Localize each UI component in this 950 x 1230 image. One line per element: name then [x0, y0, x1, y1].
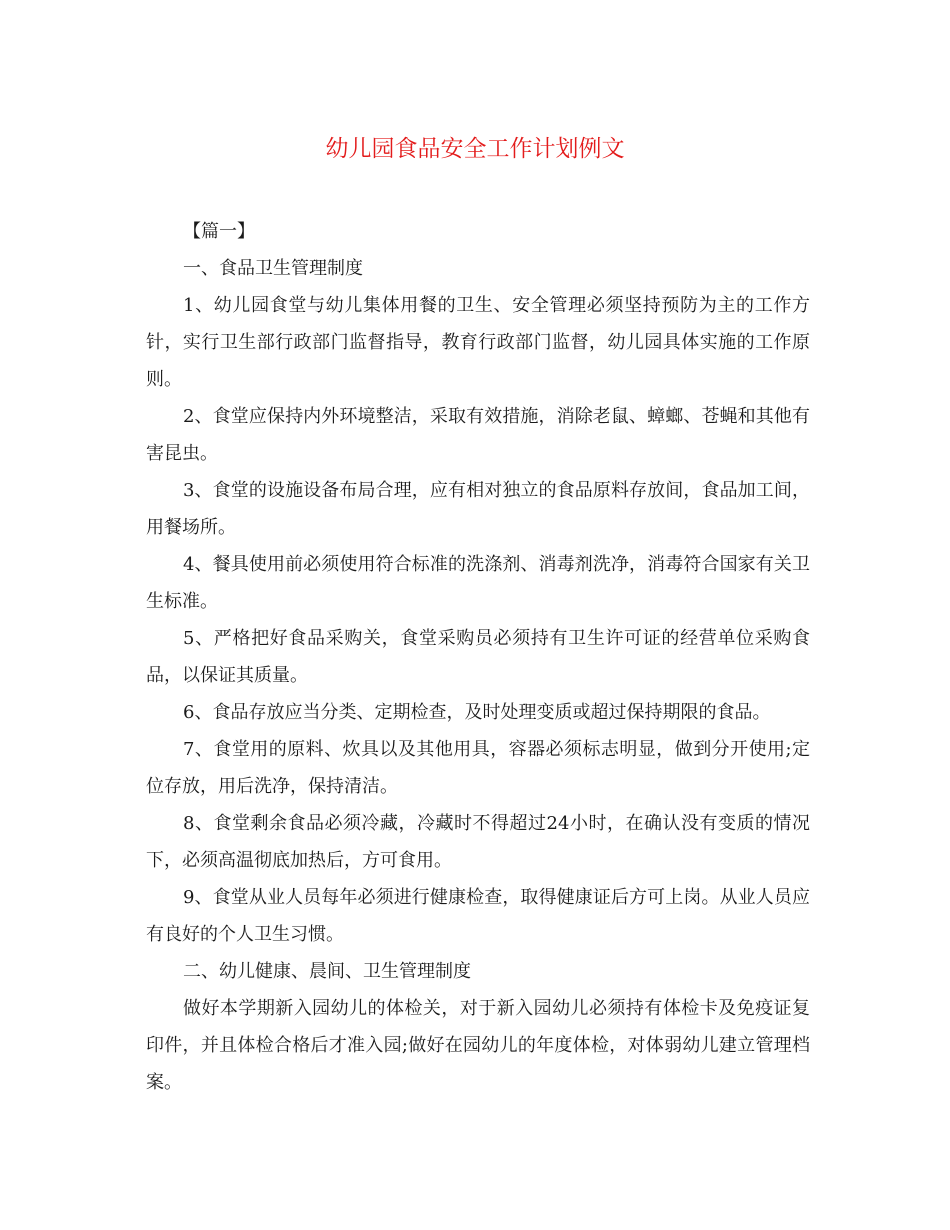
section-heading-food-hygiene: 一、食品卫生管理制度	[183, 258, 363, 279]
paragraph: 7、食堂用的原料、炊具以及其他用具，容器必须标志明显，做到分开使用;定位存放，用后洗净，保持清洁。	[146, 739, 810, 797]
paragraph: 4、餐具使用前必须使用符合标准的洗涤剂、消毒剂洗净，消毒符合国家有关卫生标准。	[146, 554, 810, 612]
document-title: 幼儿园食品安全工作计划例文	[325, 136, 625, 162]
paragraph: 6、食品存放应当分类、定期检查，及时处理变质或超过保持期限的食品。	[183, 702, 771, 723]
paragraph: 1、幼儿园食堂与幼儿集体用餐的卫生、安全管理必须坚持预防为主的工作方针，实行卫生部行政部门监督指导，教育行政部门监督，幼儿园具体实施的工作原则。	[146, 295, 810, 390]
document-body	[146, 213, 810, 1101]
paragraph: 9、食堂从业人员每年必须进行健康检查，取得健康证后方可上岗。从业人员应有良好的个人卫生习惯。	[146, 887, 810, 945]
paragraph: 做好本学期新入园幼儿的体检关，对于新入园幼儿必须持有体检卡及免疫证复印件，并且体检合格后才准入园;做好在园幼儿的年度体检，对体弱幼儿建立管理档案。	[146, 998, 810, 1093]
paragraph: 2、食堂应保持内外环境整洁，采取有效措施，消除老鼠、蟑螂、苍蝇和其他有害昆虫。	[146, 406, 810, 464]
paragraph: 8、食堂剩余食品必须冷藏，冷藏时不得超过24小时，在确认没有变质的情况下，必须高温彻底加热后，方可食用。	[146, 813, 810, 871]
section-heading-child-health: 二、幼儿健康、晨间、卫生管理制度	[183, 961, 471, 982]
section-heading-part-one: 【篇一】	[183, 221, 255, 242]
paragraph: 5、严格把好食品采购关，食堂采购员必须持有卫生许可证的经营单位采购食品，以保证其质量。	[146, 628, 810, 686]
paragraph: 3、食堂的设施设备布局合理，应有相对独立的食品原料存放间，食品加工间，用餐场所。	[146, 480, 810, 538]
